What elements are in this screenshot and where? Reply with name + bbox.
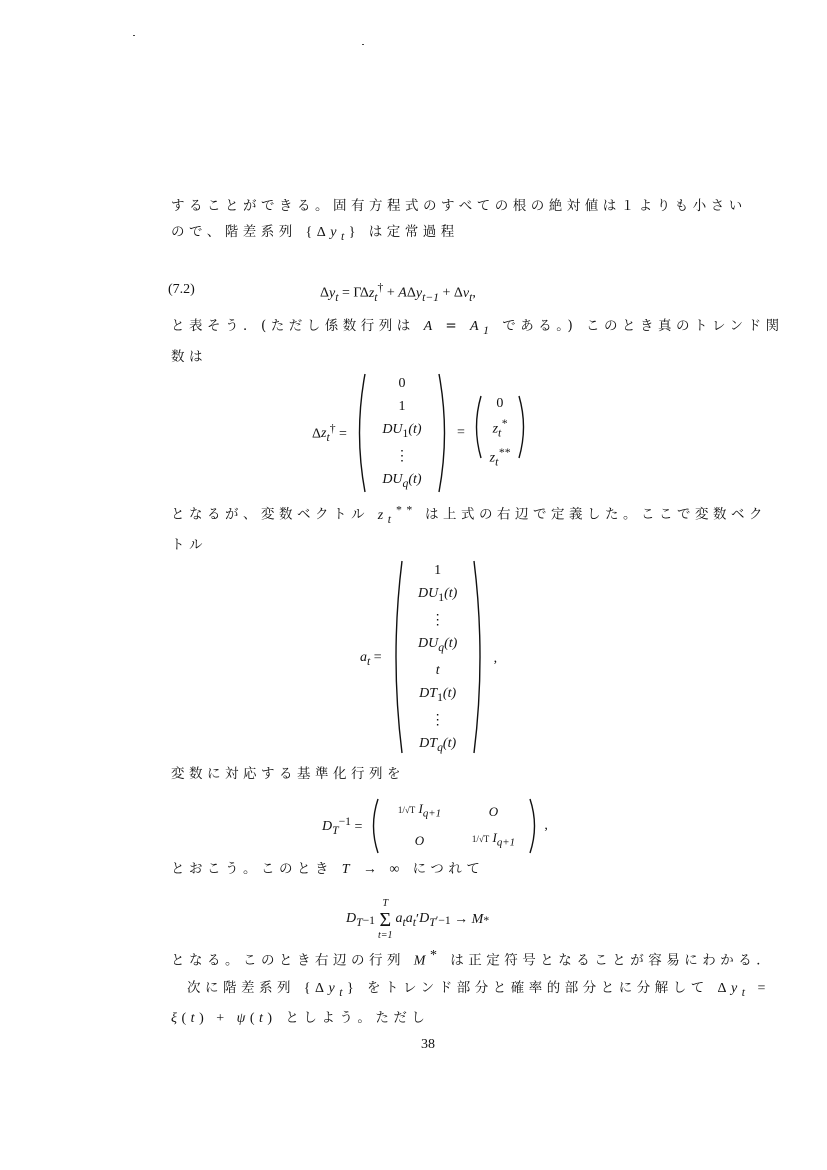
a-vector-equation	[360, 561, 497, 757]
a-vector	[390, 559, 486, 758]
dz-rhs-entry: $z_t^{**}$	[489, 446, 511, 469]
right-paren	[528, 797, 540, 855]
paragraph-6-line-1: となる。このとき右辺の行列 M* は正定符号となることが容易にわかる．	[171, 948, 775, 969]
dz-entry: ⋮	[394, 448, 409, 464]
a-entry: ⋮	[430, 613, 445, 629]
right-paren	[472, 559, 486, 755]
paragraph-3	[171, 497, 767, 558]
scan-speck	[133, 35, 135, 36]
a-entry: $DT_q(t)$	[419, 735, 457, 754]
a-entry: 1	[434, 563, 442, 579]
dt-lhs: $D_T^{-1}$ =	[322, 814, 363, 838]
dz-rhs-entry: $z_t^*$	[492, 416, 508, 439]
dz-rhs-entry: 0	[496, 395, 504, 411]
dt-entry: 1/√T $I_{q+1}$	[397, 801, 441, 820]
left-paren	[368, 797, 380, 855]
dz-vector-entries	[367, 372, 437, 495]
dz-entry: 1	[398, 398, 406, 414]
sum-symbol: T Σ t=1	[378, 898, 393, 941]
dz-equals: =	[456, 425, 465, 440]
dt-equation	[322, 797, 548, 855]
scan-speck	[362, 44, 364, 45]
a-entry: $DU_1(t)$	[418, 586, 458, 605]
limit-equation: $D_T$ −1 T Σ t=1 $a_ta_t$ ′ $D_T$ ′−1 → M *	[346, 898, 490, 941]
a-entry: t	[435, 663, 440, 678]
paragraph-1-line-1: することができる。固有方程式のすべての根の絶対値は１よりも小さい	[171, 198, 747, 214]
dt-entry: O	[488, 803, 499, 819]
dt-matrix-entries	[380, 797, 528, 855]
dz-vector	[353, 372, 451, 495]
paragraph-3-line-2: トル	[171, 537, 207, 554]
left-paren	[390, 559, 404, 755]
a-entry: $DT_1(t)$	[419, 686, 457, 704]
equation-number: (7.2)	[168, 282, 195, 297]
dz-entry: $DU_q(t)$	[382, 471, 422, 490]
paragraph-1-line-2: ので、階差系列 $\{\Delta y_t\}$ は定常過程	[171, 224, 459, 243]
paragraph-6	[171, 943, 774, 1032]
dz-lhs: $\Delta z_t^\dagger$ =	[312, 421, 347, 445]
left-paren	[353, 372, 367, 494]
paragraph-2-line-2: 数は	[171, 348, 207, 365]
paragraph-3-line-1: となるが、変数ベクトル $z_t^{**}$ は上式の右辺で定義した。ここで変数ベク	[171, 503, 767, 526]
paragraph-6-line-3: ξ(t) + ψ(t) としよう。ただし	[171, 1010, 430, 1027]
a-comma: ,	[493, 651, 498, 666]
paragraph-5: とおこう。このとき T → ∞ につれて	[171, 861, 485, 877]
dz-rhs-vector	[471, 394, 529, 473]
paragraph-2-line-1: と表そう．(ただし係数行列は $A = A_1$ である。) このとき真のトレンド関	[171, 318, 784, 337]
dt-entry: 1/√T $I_{q+1}$	[471, 830, 515, 849]
paragraph-4: 変数に対応する基準化行列を	[171, 766, 405, 782]
right-paren	[517, 394, 529, 460]
a-vector-entries	[404, 559, 472, 758]
a-entry: ⋮	[430, 712, 445, 728]
a-entry: $DU_q(t)$	[418, 636, 458, 654]
dz-equation	[312, 372, 529, 494]
paragraph-1	[171, 193, 747, 250]
paragraph-6-line-2: 次に階差系列 $\{\Delta y_t\}$ をトレンド部分と確率的部分とに分解して $\Delta y_t$ =	[187, 979, 770, 999]
right-paren	[437, 372, 451, 494]
equation-7-2: $\Delta y_t = \Gamma\Delta z_t^\dagger + A\Delta y_{t-1} + \Delta v_t$,	[320, 281, 476, 304]
dt-matrix	[368, 797, 540, 855]
dt-entry: O	[414, 832, 425, 848]
dz-rhs-entries	[483, 394, 517, 473]
a-lhs: $a_t$ =	[360, 650, 382, 668]
paragraph-2	[171, 313, 784, 370]
dt-comma: ,	[544, 818, 548, 833]
page-number: 38	[421, 1037, 435, 1052]
left-paren	[471, 394, 483, 460]
dz-entry: $DU_1(t)$	[382, 421, 422, 440]
dz-entry: 0	[398, 375, 406, 391]
